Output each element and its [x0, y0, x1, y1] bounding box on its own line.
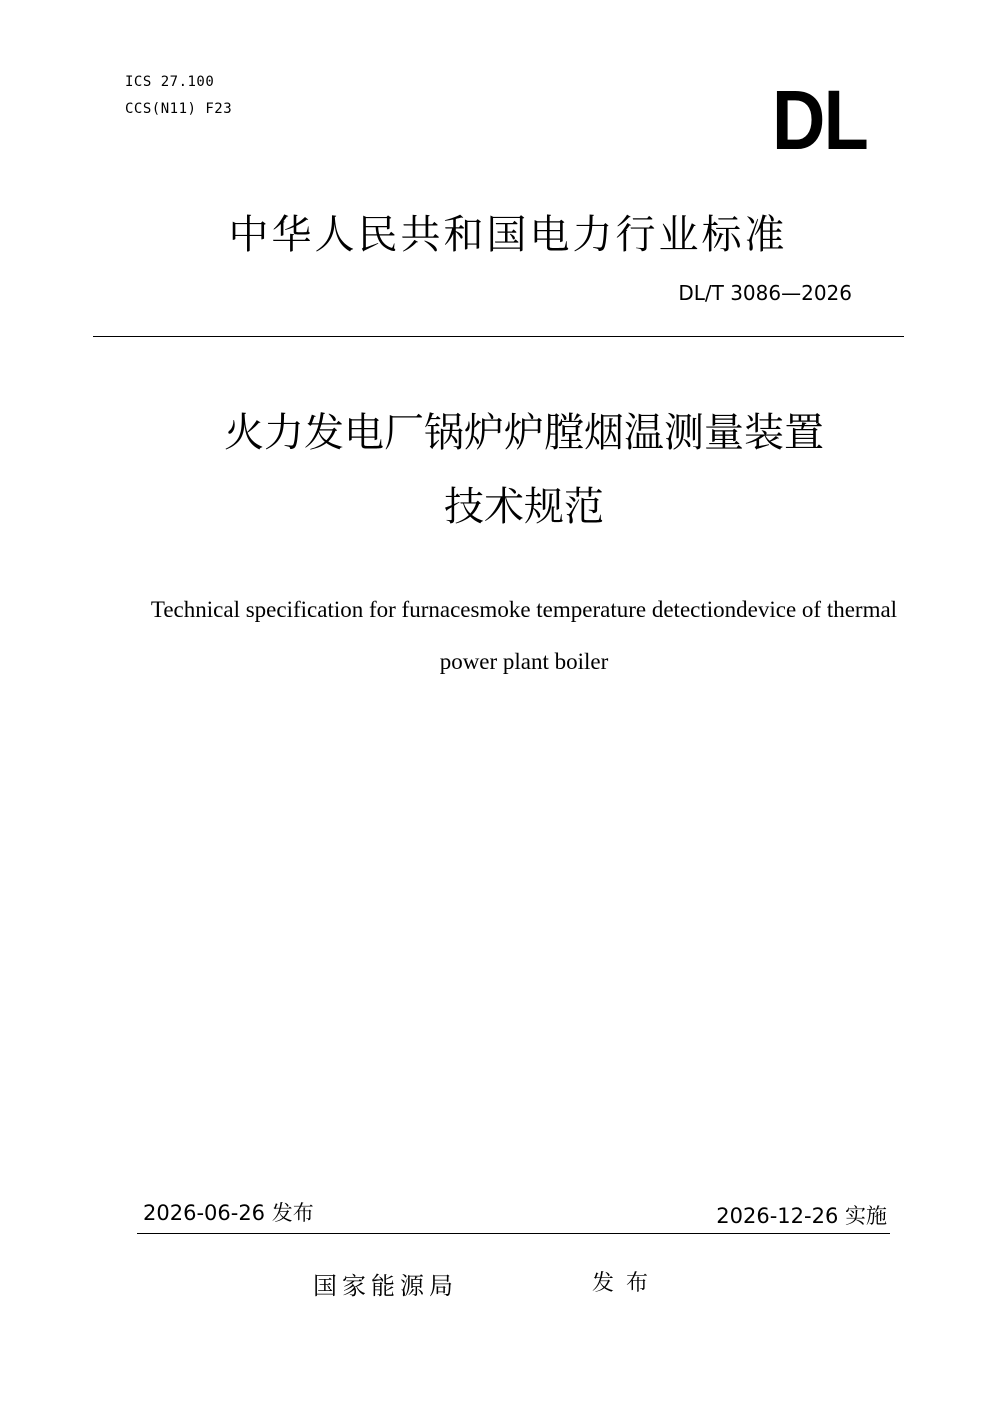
english-title	[90, 584, 958, 688]
top-divider	[93, 336, 904, 337]
standard-number: DL/T 3086—2026	[678, 281, 852, 305]
chinese-title-line-1: 火力发电厂锅炉炉膛烟温测量装置	[224, 410, 824, 456]
issue-label: 发布	[592, 1271, 661, 1296]
publish-date: 2026-06-26 发布	[143, 1201, 314, 1225]
issuing-authority: 国家能源局	[313, 1272, 458, 1300]
chinese-title-line-2: 技术规范	[444, 484, 604, 530]
bottom-divider	[137, 1233, 890, 1234]
implementation-date: 2026-12-26 实施	[716, 1204, 887, 1228]
standard-category-title: 中华人民共和国电力行业标准	[228, 212, 788, 258]
english-title-line-1: Technical specification for furnacesmoke temperature detectiondevice of thermal	[150, 597, 898, 622]
ics-code: ICS 27.100	[125, 74, 215, 90]
ccs-code: CCS(N11) F23	[125, 101, 233, 117]
english-title-line-2: power plant boiler	[439, 649, 609, 674]
dl-logo: DL	[772, 73, 868, 167]
chinese-title	[0, 396, 1000, 544]
